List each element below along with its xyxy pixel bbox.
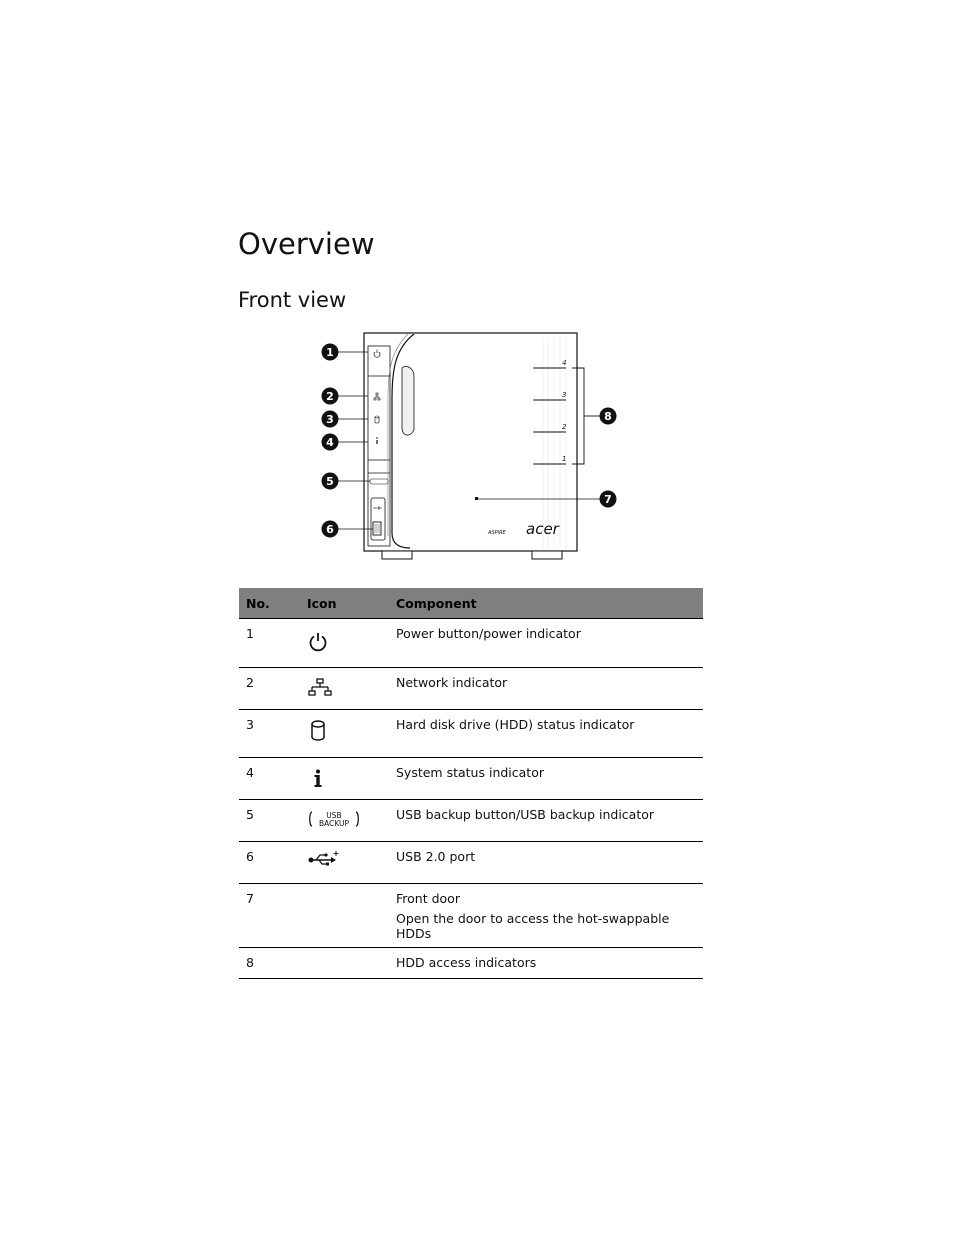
header-icon: Icon xyxy=(300,588,389,619)
page-title: Overview xyxy=(238,227,375,261)
bay-number: 4 xyxy=(562,359,567,367)
hdd-icon xyxy=(307,719,382,746)
component-name: Front door xyxy=(396,891,460,906)
component-name: USB backup button/USB backup indicator xyxy=(396,807,655,822)
device-body xyxy=(364,333,577,551)
table-row xyxy=(239,800,703,842)
bay-number: 2 xyxy=(562,423,567,431)
row-number: 1 xyxy=(239,619,300,668)
row-number: 8 xyxy=(239,948,300,979)
header-no: No. xyxy=(239,588,300,619)
table-row xyxy=(239,884,703,948)
svg-text:4: 4 xyxy=(326,436,334,449)
row-number: 4 xyxy=(239,758,300,800)
power-icon xyxy=(307,631,382,656)
svg-text:1: 1 xyxy=(326,346,334,359)
row-number: 2 xyxy=(239,668,300,710)
svg-text:3: 3 xyxy=(326,413,334,426)
table-row xyxy=(239,948,703,979)
section-title: Front view xyxy=(238,288,347,312)
svg-text:6: 6 xyxy=(326,523,334,536)
usb-backup-button[interactable] xyxy=(370,479,388,484)
front-door-marker xyxy=(475,497,478,500)
svg-text:7: 7 xyxy=(604,493,612,506)
component-name: Hard disk drive (HDD) status indicator xyxy=(396,717,635,732)
device-foot-right xyxy=(532,551,562,559)
svg-text:BACKUP: BACKUP xyxy=(318,819,350,828)
callout-3 xyxy=(322,411,339,428)
row-number: 7 xyxy=(239,884,300,948)
network-icon xyxy=(307,678,382,701)
row-number: 6 xyxy=(239,842,300,884)
components-table xyxy=(239,588,703,979)
callout-8 xyxy=(600,408,617,425)
callout-7 xyxy=(600,491,617,508)
component-name: Power button/power indicator xyxy=(396,626,581,641)
component-name: USB 2.0 port xyxy=(396,849,476,864)
component-name: Network indicator xyxy=(396,675,508,690)
row-number: 3 xyxy=(239,710,300,758)
svg-text:8: 8 xyxy=(604,410,612,423)
svg-text:USB: USB xyxy=(326,811,342,820)
callout-4 xyxy=(322,434,339,451)
bay-number: 3 xyxy=(562,391,567,399)
usb-backup-icon xyxy=(307,809,382,832)
bay-number: 1 xyxy=(562,455,567,463)
brand-logo: acer xyxy=(526,520,559,538)
callout-1 xyxy=(322,344,339,361)
door-handle xyxy=(402,366,414,435)
row-number: 5 xyxy=(239,800,300,842)
usb-icon xyxy=(307,850,382,871)
info-icon xyxy=(307,769,382,792)
table-row xyxy=(239,758,703,800)
front-view-diagram xyxy=(318,328,628,568)
table-row xyxy=(239,619,703,668)
component-description: Open the door to access the hot-swappable HDDs xyxy=(396,911,670,941)
component-name: System status indicator xyxy=(396,765,544,780)
callout-5 xyxy=(322,473,339,490)
component-name: HDD access indicators xyxy=(396,955,537,970)
callout-6 xyxy=(322,521,339,538)
table-row xyxy=(239,842,703,884)
device-foot-left xyxy=(382,551,412,559)
svg-text:5: 5 xyxy=(326,475,334,488)
table-row xyxy=(239,668,703,710)
callout-2 xyxy=(322,388,339,405)
svg-text:2: 2 xyxy=(326,390,334,403)
table-row xyxy=(239,710,703,758)
table-header-row xyxy=(239,588,703,619)
model-logo: ASPIRE xyxy=(488,530,506,536)
header-component: Component xyxy=(389,588,703,619)
info-icon xyxy=(376,437,378,444)
